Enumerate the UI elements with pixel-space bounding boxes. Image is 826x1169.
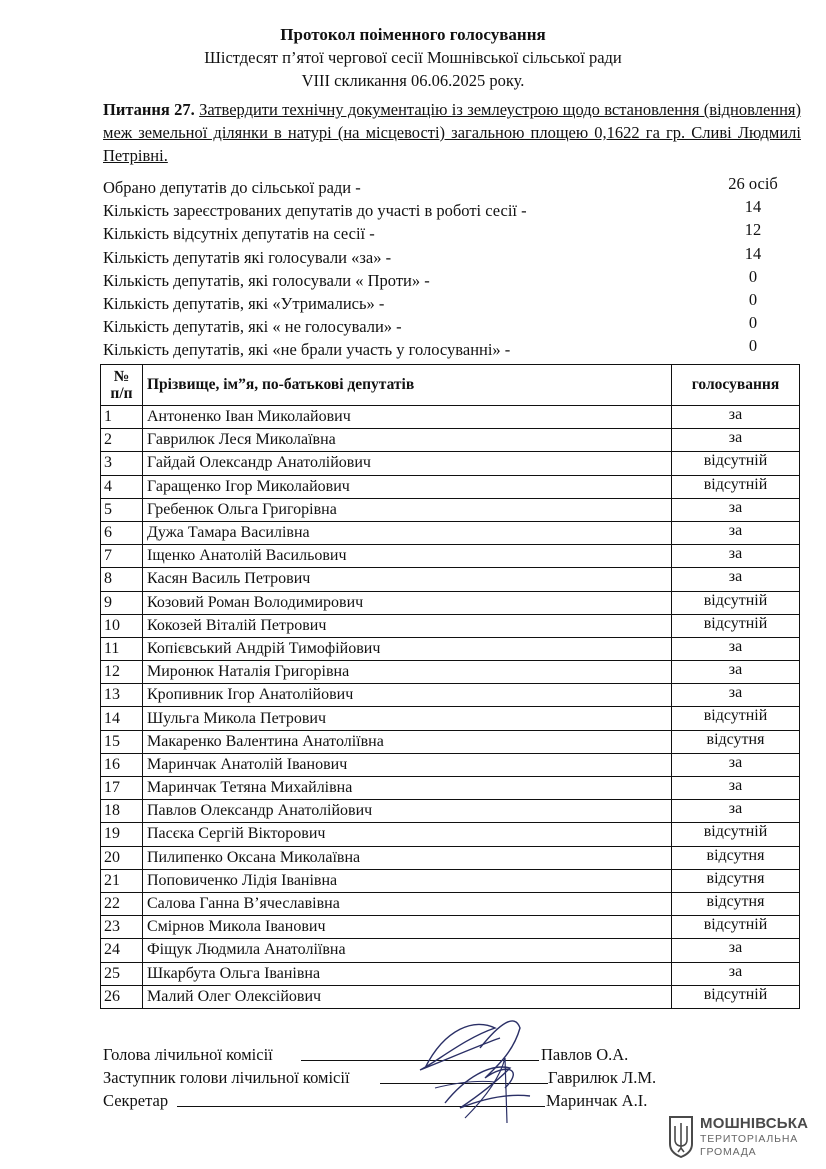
- column-header-number-line2: п/п: [110, 385, 133, 402]
- column-header-vote: голосування: [672, 365, 800, 406]
- table-row: [101, 939, 800, 962]
- deputy-name: Маринчак Анатолій Іванович: [143, 753, 672, 776]
- deputy-name: Гаращенко Ігор Миколайович: [143, 475, 672, 498]
- column-header-number-line1: №: [113, 368, 130, 385]
- column-header-name: Прізвище, ім”я, по-батькові депутатів: [143, 365, 672, 406]
- vote-result: відсутній: [672, 823, 800, 846]
- row-number: 23: [101, 916, 143, 939]
- stat-label: Кількість відсутніх депутатів на сесії -: [103, 224, 375, 244]
- table-row: [101, 568, 800, 591]
- row-number: 25: [101, 962, 143, 985]
- vote-result: за: [672, 498, 800, 521]
- deputy-name: Макаренко Валентина Анатоліївна: [143, 730, 672, 753]
- deputy-name: Копієвський Андрій Тимофійович: [143, 637, 672, 660]
- signature-row: [103, 1044, 663, 1067]
- row-number: 12: [101, 661, 143, 684]
- vote-result: за: [672, 406, 800, 429]
- row-number: 4: [101, 475, 143, 498]
- session-line: Шістдесят п’ятої чергової сесії Мошнівської сільської ради: [204, 48, 622, 67]
- row-number: 5: [101, 498, 143, 521]
- deputy-name: Поповиченко Лідія Іванівна: [143, 869, 672, 892]
- stat-value: 26 осіб: [728, 174, 778, 193]
- stat-label: Кількість депутатів які голосували «за» -: [103, 247, 392, 267]
- stat-label: Кількість депутатів, які голосували « Проти» -: [103, 270, 430, 290]
- vote-result: відсутня: [672, 730, 800, 753]
- table-row: [101, 869, 800, 892]
- signature-role: Заступник голови лічильної комісії: [103, 1068, 350, 1087]
- vote-result: відсутня: [672, 846, 800, 869]
- row-number: 1: [101, 406, 143, 429]
- deputy-name: Шульга Микола Петрович: [143, 707, 672, 730]
- question-block: [103, 98, 801, 167]
- deputy-name: Смірнов Микола Іванович: [143, 916, 672, 939]
- stat-label: Кількість депутатів, які «не брали участь у голосуванні» -: [103, 340, 511, 360]
- table-row: [101, 614, 800, 637]
- row-number: 13: [101, 684, 143, 707]
- signature-role: Голова лічильної комісії: [103, 1045, 273, 1064]
- deputy-name: Шкарбута Ольга Іванівна: [143, 962, 672, 985]
- table-row: [101, 800, 800, 823]
- stat-row: [103, 199, 803, 222]
- logo-title: МОШНІВСЬКА: [700, 1115, 809, 1132]
- row-number: 8: [101, 568, 143, 591]
- stat-value: 0: [748, 336, 758, 356]
- column-header-number: [101, 365, 143, 406]
- deputy-name: Іщенко Анатолій Васильович: [143, 545, 672, 568]
- stat-row: [103, 315, 803, 338]
- stat-label: Обрано депутатів до сільської ради -: [103, 178, 361, 197]
- stat-value: 14: [744, 243, 762, 263]
- stat-value: 0: [748, 289, 758, 309]
- row-number: 24: [101, 939, 143, 962]
- vote-result: за: [672, 753, 800, 776]
- table-row: [101, 498, 800, 521]
- row-number: 21: [101, 869, 143, 892]
- row-number: 17: [101, 777, 143, 800]
- vote-result: за: [672, 568, 800, 591]
- table-body: [101, 406, 800, 1009]
- stat-value: 14: [744, 197, 762, 217]
- table-row: [101, 684, 800, 707]
- document-title: Протокол поіменного голосування: [280, 25, 546, 44]
- table-row: [101, 846, 800, 869]
- deputy-name: Гаврилюк Леся Миколаївна: [143, 429, 672, 452]
- table-row: [101, 962, 800, 985]
- table-row: [101, 591, 800, 614]
- deputy-name: Касян Василь Петрович: [143, 568, 672, 591]
- row-number: 26: [101, 985, 143, 1008]
- table-row: [101, 892, 800, 915]
- row-number: 20: [101, 846, 143, 869]
- row-number: 16: [101, 753, 143, 776]
- vote-result: за: [672, 429, 800, 452]
- deputy-name: Миронюк Наталія Григорівна: [143, 661, 672, 684]
- row-number: 7: [101, 545, 143, 568]
- vote-result: відсутній: [672, 452, 800, 475]
- stat-value: 12: [744, 220, 762, 240]
- vote-result: відсутній: [672, 475, 800, 498]
- row-number: 18: [101, 800, 143, 823]
- stat-row: [103, 289, 803, 315]
- signature-role: Секретар: [103, 1091, 169, 1110]
- convocation-date-line: VIII скликання 06.06.2025 року.: [301, 71, 525, 90]
- stat-value: 0: [748, 313, 758, 333]
- question-label: Питання 27.: [103, 100, 195, 119]
- deputy-name: Павлов Олександр Анатолійович: [143, 800, 672, 823]
- row-number: 11: [101, 637, 143, 660]
- document-header: [0, 24, 826, 92]
- row-number: 6: [101, 521, 143, 544]
- table-row: [101, 661, 800, 684]
- question-text: Затвердити технічну документацію із землеустрою щодо встановлення (відновлення) меж земельної ділянки в натурі (на місцевості) загальною площею 0,1622 га гр. Сливі Людмилі Петрівні.: [103, 100, 802, 165]
- signature-name: Павлов О.А.: [541, 1045, 629, 1064]
- deputy-name: Кокозей Віталій Петрович: [143, 614, 672, 637]
- table-row: [101, 753, 800, 776]
- deputy-name: Салова Ганна В’ячеславівна: [143, 892, 672, 915]
- signature-name: Гаврилюк Л.М.: [548, 1068, 657, 1087]
- table-header-row: [101, 365, 800, 406]
- vote-result: відсутній: [672, 614, 800, 637]
- vote-result: за: [672, 684, 800, 707]
- table-row: [101, 475, 800, 498]
- vote-result: відсутній: [672, 985, 800, 1008]
- signature-block: [103, 1044, 663, 1113]
- row-number: 3: [101, 452, 143, 475]
- table-row: [101, 521, 800, 544]
- deputy-name: Козовий Роман Володимирович: [143, 591, 672, 614]
- row-number: 14: [101, 707, 143, 730]
- table-row: [101, 985, 800, 1008]
- vote-result: за: [672, 939, 800, 962]
- stat-row: [103, 266, 803, 292]
- table-row: [101, 406, 800, 429]
- stat-label: Кількість зареєстрованих депутатів до участі в роботі сесії -: [103, 201, 527, 221]
- vote-result: за: [672, 521, 800, 544]
- deputy-name: Кропивник Ігор Анатолійович: [143, 684, 672, 707]
- trident-emblem-icon: [668, 1114, 694, 1158]
- table-row: [101, 823, 800, 846]
- table-row: [101, 730, 800, 753]
- stat-value: 0: [748, 266, 758, 286]
- row-number: 15: [101, 730, 143, 753]
- vote-result: за: [672, 777, 800, 800]
- vote-result: за: [672, 545, 800, 568]
- table-row: [101, 637, 800, 660]
- roll-call-table: [100, 364, 800, 1009]
- vote-result: відсутній: [672, 916, 800, 939]
- row-number: 19: [101, 823, 143, 846]
- stat-row: [103, 222, 803, 245]
- vote-result: за: [672, 962, 800, 985]
- row-number: 9: [101, 591, 143, 614]
- logo-subtitle-line1: ТЕРИТОРІАЛЬНА: [700, 1133, 798, 1145]
- community-logo: [668, 1114, 818, 1160]
- stat-row: [103, 338, 803, 361]
- stat-label: Кількість депутатів, які «Утримались» -: [103, 293, 385, 313]
- deputy-name: Гребенюк Ольга Григорівна: [143, 498, 672, 521]
- signature-row: [103, 1067, 663, 1090]
- deputy-name: Гайдай Олександр Анатолійович: [143, 452, 672, 475]
- deputy-name: Пасєка Сергій Вікторович: [143, 823, 672, 846]
- deputy-name: Малий Олег Олексійович: [143, 985, 672, 1008]
- deputy-name: Пилипенко Оксана Миколаївна: [143, 846, 672, 869]
- stat-label: Кількість депутатів, які « не голосували» -: [103, 317, 402, 337]
- table-row: [101, 452, 800, 475]
- table-row: [101, 916, 800, 939]
- deputy-name: Антоненко Іван Миколайович: [143, 406, 672, 429]
- row-number: 10: [101, 614, 143, 637]
- row-number: 2: [101, 429, 143, 452]
- table-row: [101, 545, 800, 568]
- deputy-name: Дужа Тамара Василівна: [143, 521, 672, 544]
- deputy-name: Фіщук Людмила Анатоліївна: [143, 939, 672, 962]
- stat-row: [103, 243, 803, 269]
- vote-result: відсутня: [672, 869, 800, 892]
- table-row: [101, 707, 800, 730]
- vote-result: відсутня: [672, 892, 800, 915]
- vote-result: за: [672, 637, 800, 660]
- row-number: 22: [101, 892, 143, 915]
- table-row: [101, 429, 800, 452]
- deputy-name: Маринчак Тетяна Михайлівна: [143, 777, 672, 800]
- logo-subtitle-line2: ГРОМАДА: [700, 1146, 757, 1158]
- table-row: [101, 777, 800, 800]
- signature-row: [103, 1090, 663, 1113]
- vote-result: за: [672, 800, 800, 823]
- vote-result: за: [672, 661, 800, 684]
- vote-result: відсутній: [672, 591, 800, 614]
- handwritten-signatures: [405, 1008, 545, 1128]
- vote-statistics: [103, 176, 803, 362]
- signature-name: Маринчак А.І.: [546, 1091, 648, 1110]
- vote-result: відсутній: [672, 707, 800, 730]
- stat-row: [103, 176, 803, 199]
